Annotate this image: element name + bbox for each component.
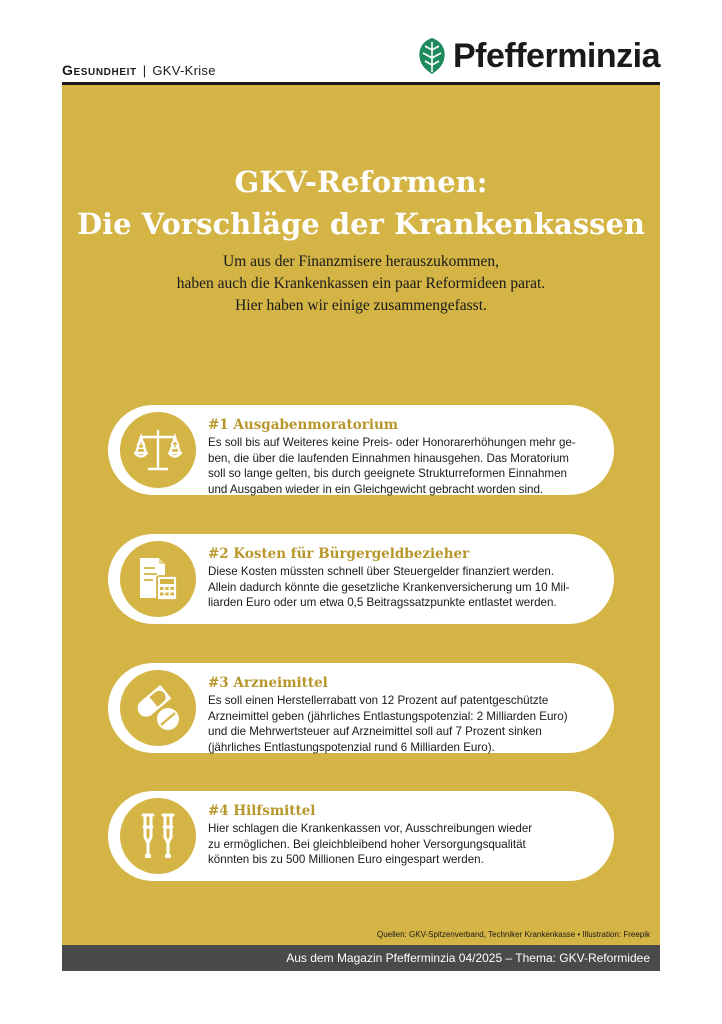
card-line: Diese Kosten müssten schnell über Steuergelder finanziert werden. [208, 565, 555, 578]
card-line: (jährliches Entlastungspotenzial rund 6 Milliarden Euro). [208, 740, 495, 754]
page-header [62, 30, 660, 84]
breadcrumb [62, 62, 216, 78]
proposal-card-2 [108, 534, 614, 624]
proposal-card-4 [108, 791, 614, 881]
footer-text: Aus dem Magazin Pfefferminzia 04/2025 – Thema: GKV-Reformidee [286, 951, 650, 965]
proposal-card-3 [108, 663, 614, 753]
card-line: und die Mehrwertsteuer auf Arzneimittel soll auf 7 Prozent sinken [208, 725, 542, 738]
crutches-icon [120, 798, 196, 874]
brand-logo [415, 34, 660, 78]
balance-scale-icon [120, 412, 196, 488]
intro-text [62, 251, 660, 317]
card-text [208, 693, 600, 755]
breadcrumb-section: GKV-Krise [152, 63, 216, 78]
card-body [208, 417, 600, 497]
leaf-icon [415, 36, 449, 76]
intro-line: Um aus der Finanzmisere herauszukommen, [223, 253, 499, 270]
card-line: liarden Euro oder um etwa 0,5 Beitragssatzpunkte entlastet werden. [208, 596, 557, 609]
breadcrumb-separator: | [142, 63, 147, 78]
logo-wordmark: Pfefferminzia [453, 36, 660, 75]
title-line-2: Die Vorschläge der Krankenkassen [76, 207, 646, 241]
intro-line: Hier haben wir einige zusammengefasst. [235, 297, 487, 314]
proposal-card-1 [108, 405, 614, 495]
card-title: #1 Ausgabenmoratorium [208, 417, 399, 433]
card-line: Allein dadurch könnte die gesetzliche Krankenversicherung um 10 Mil- [208, 580, 570, 594]
card-text [208, 821, 600, 868]
card-line: Arzneimittel geben (jährliches Entlastungspotenzial: 2 Milliarden Euro) [208, 709, 568, 723]
card-title: #3 Arzneimittel [208, 675, 328, 691]
card-line: Es soll einen Herstellerrabatt von 12 Prozent auf patentgeschützte [208, 694, 549, 707]
footer-bar [62, 945, 660, 971]
breadcrumb-category: Gesundheit [62, 62, 137, 78]
card-line: und Ausgaben wieder in ein Gleichgewicht gebracht worden sind. [208, 482, 544, 496]
card-title: #2 Kosten für Bürgergeldbezieher [208, 546, 470, 562]
card-text [208, 564, 600, 611]
infographic-panel [62, 85, 660, 945]
card-line: ben, die über die laufenden Einnahmen hinausgehen. Das Moratorium [208, 451, 569, 465]
page-title [62, 161, 660, 245]
card-body [208, 675, 600, 755]
card-title: #4 Hilfsmittel [208, 803, 316, 819]
card-line: zu ermöglichen. Bei gleichbleibend hoher Versorgungsqualität [208, 837, 526, 851]
document-calculator-icon [120, 541, 196, 617]
card-body [208, 803, 600, 868]
card-line: Es soll bis auf Weiteres keine Preis- oder Honorarerhöhungen mehr ge- [208, 436, 576, 449]
card-body [208, 546, 600, 611]
card-text [208, 435, 600, 497]
card-line: Hier schlagen die Krankenkassen vor, Ausschreibungen wieder [208, 822, 533, 835]
sources-note: Quellen: GKV-Spitzenverband, Techniker Krankenkasse • Illustration: Freepik [376, 930, 650, 939]
title-line-1: GKV-Reformen: [234, 165, 488, 199]
card-line: könnten bis zu 500 Millionen Euro eingespart werden. [208, 853, 484, 866]
card-line: soll so lange gelten, bis durch geeignete Strukturreformen Einnahmen [208, 467, 567, 480]
intro-line: haben auch die Krankenkassen ein paar Reformideen parat. [176, 275, 546, 292]
pills-icon [120, 670, 196, 746]
